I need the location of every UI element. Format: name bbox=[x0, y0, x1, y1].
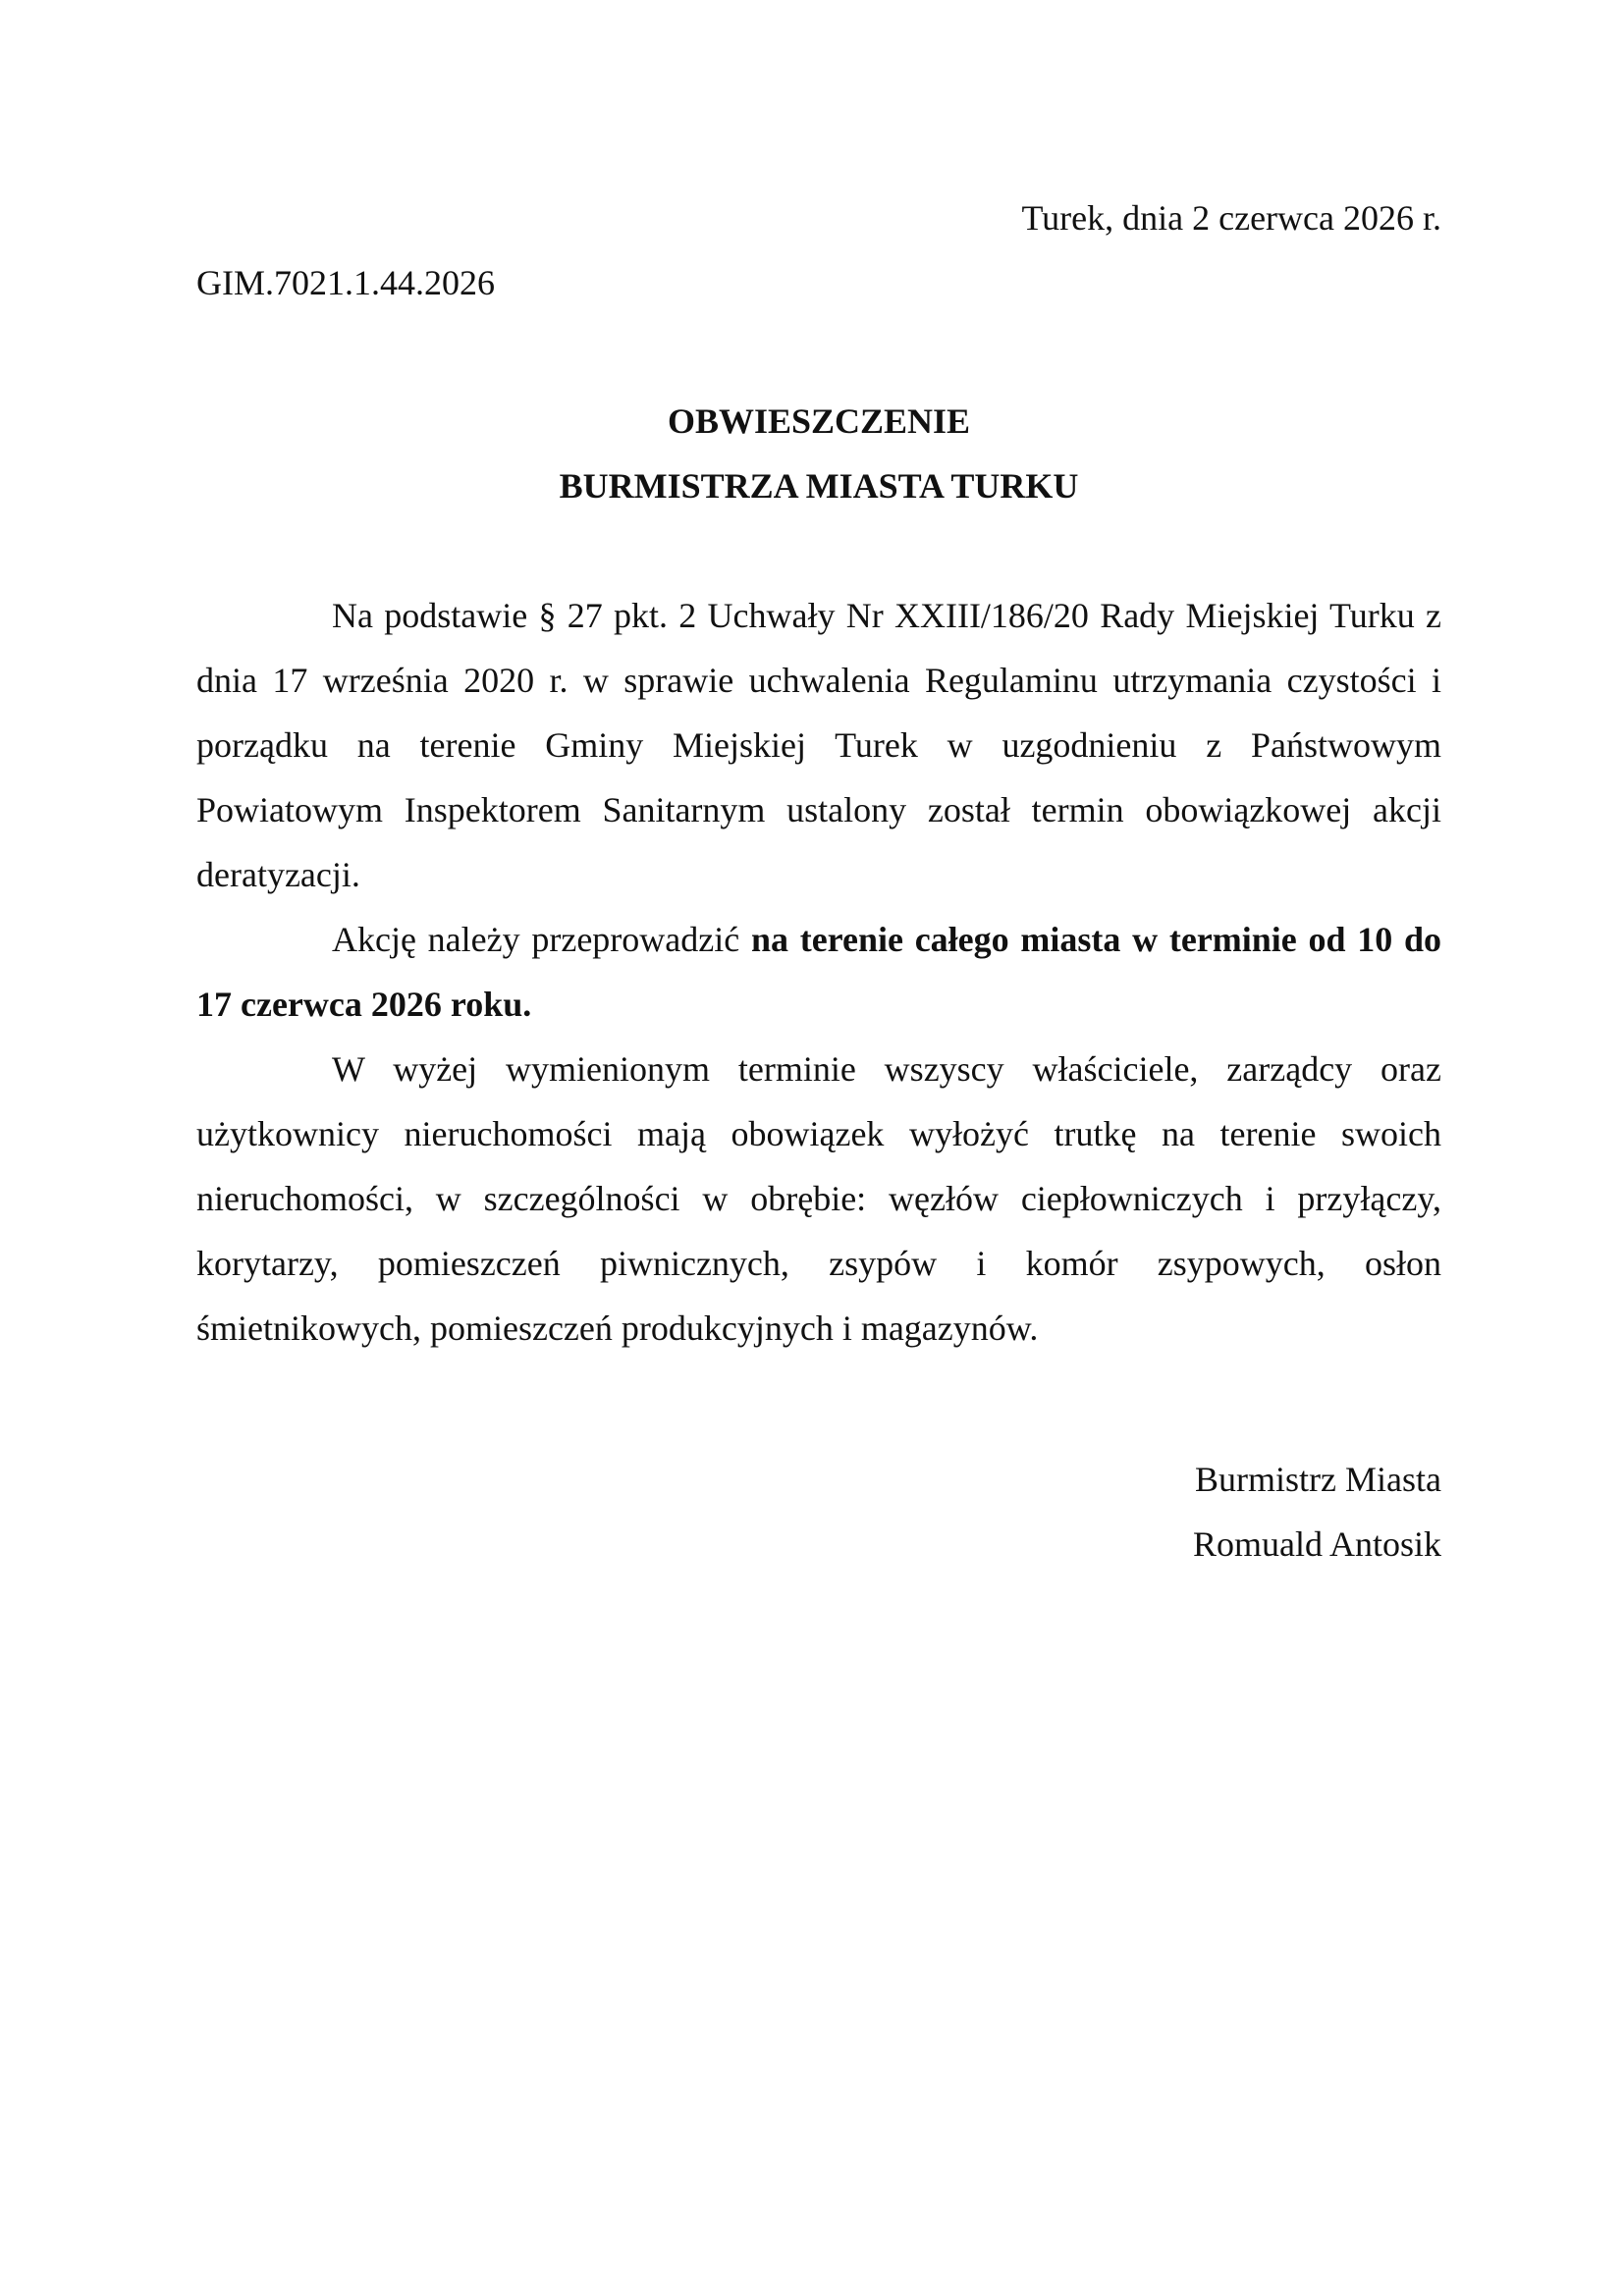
document-body bbox=[196, 583, 1441, 1361]
document-title bbox=[196, 389, 1441, 518]
paragraph-action-term-bold: na terenie całego miasta w terminie od 10 do 17 czerwca 2026 roku. bbox=[196, 920, 1441, 1024]
reference-number: GIM.7021.1.44.2026 bbox=[196, 263, 495, 302]
place-and-date: Turek, dnia 2 czerwca 2026 r. bbox=[1021, 198, 1441, 238]
title-line-2: BURMISTRZA MIASTA TURKU bbox=[559, 466, 1079, 506]
signature-name: Romuald Antosik bbox=[1192, 1524, 1441, 1564]
signature-position: Burmistrz Miasta bbox=[1195, 1460, 1441, 1499]
paragraph-action-term bbox=[196, 907, 1441, 1037]
title-line-1: OBWIESZCZENIE bbox=[667, 401, 971, 441]
signature-block bbox=[196, 1447, 1441, 1576]
paragraph-action-lead: Akcję należy przeprowadzić bbox=[332, 920, 751, 959]
paragraph-legal-basis: Na podstawie § 27 pkt. 2 Uchwały Nr XXIII/186/20 Rady Miejskiej Turku z dnia 17 września 2020 r. w sprawie uchwalenia Regulaminu utrzymania czystości i porządku na terenie Gminy Miejskiej Turek w uzgodnieniu z Państwowym Powiatowym Inspektorem Sanitarnym ustalony został termin obowiązkowej akcji deratyzacji. bbox=[196, 596, 1441, 894]
paragraph-obligations: W wyżej wymienionym terminie wszyscy właściciele, zarządcy oraz użytkownicy nieruchomości mają obowiązek wyłożyć trutkę na terenie swoich nieruchomości, w szczególności w obrębie: węzłów ciepłowniczych i przyłączy, korytarzy, pomieszczeń piwnicznych, zsypów i komór zsypowych, osłon śmietnikowych, pomieszczeń produkcyjnych i magazynów. bbox=[196, 1049, 1441, 1348]
